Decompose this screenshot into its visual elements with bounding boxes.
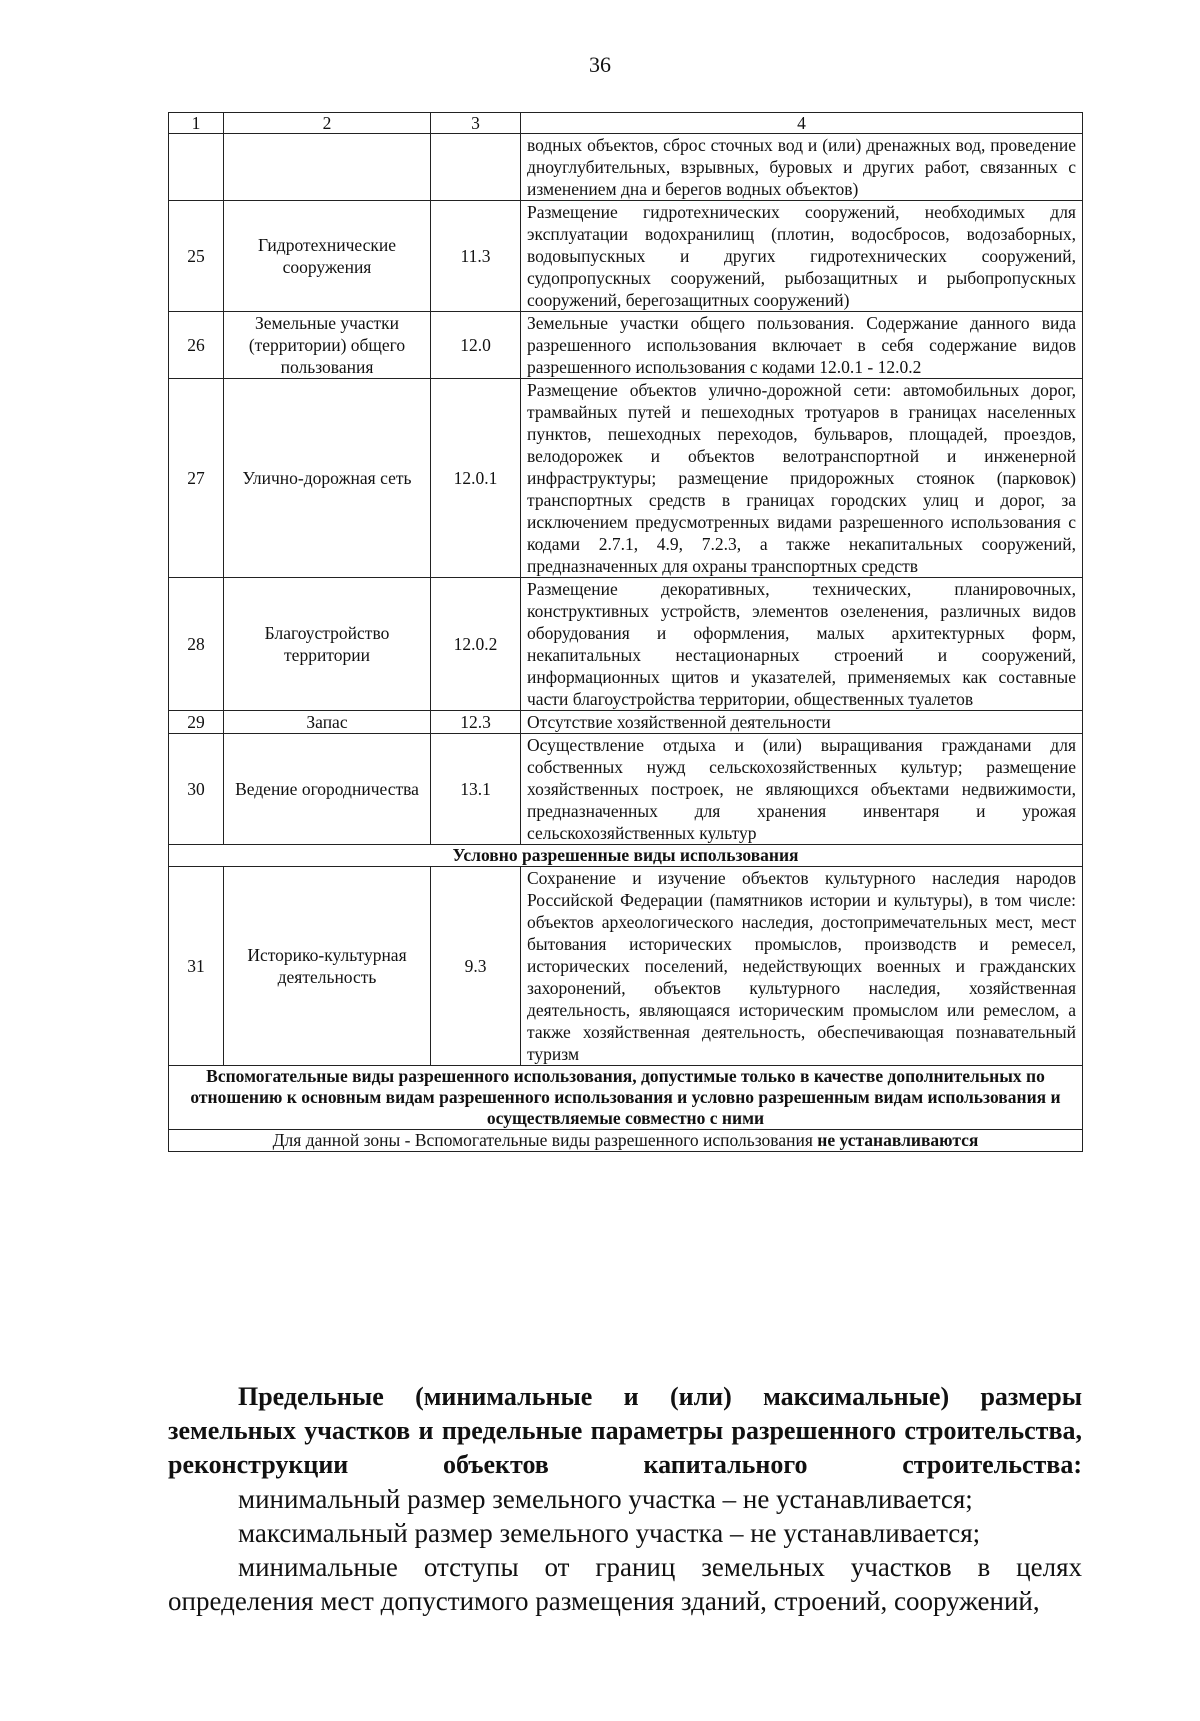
use-description: Земельные участки общего пользования. Содержание данного вида разрешенного использования включает в себя содержание видов разрешенного использования с кодами 12.0.1 - 12.0.2 [521,312,1083,379]
use-code: 12.3 [431,711,521,734]
row-number: 31 [169,867,224,1066]
table-row [169,867,1083,1066]
use-code: 12.0.1 [431,379,521,578]
section-row-auxiliary [169,1066,1083,1130]
land-use-table [168,112,1083,1152]
column-header: 1 [169,113,224,134]
column-header: 4 [521,113,1083,134]
use-code: 13.1 [431,734,521,845]
use-name: Историко-культурная деятельность [224,867,431,1066]
table-row-continuation [169,134,1083,201]
use-name: Ведение огородничества [224,734,431,845]
auxiliary-note [169,1130,1083,1152]
row-number: 29 [169,711,224,734]
section-title-conditional: Условно разрешенные виды использования [169,845,1083,867]
use-code: 11.3 [431,201,521,312]
note-emphasis: не устанавливаются [817,1130,979,1150]
use-description: Размещение объектов улично-дорожной сети: автомобильных дорог, трамвайных путей и пешеходных тротуаров в границах населенных пунктов, пешеходных переходов, бульваров, площадей, проездов, велодорожек и объектов велотранспортной и инженерной инфраструктуры; размещение придорожных стоянок (парковок) транспортных средств в границах городских улиц и дорог, за исключением предусмотренных видами разрешенного использования с кодами 2.7.1, 4.9, 7.2.3, а также некапитальных сооружений, предназначенных для охраны транспортных средств [521,379,1083,578]
table-header-row [169,113,1083,134]
row-number: 28 [169,578,224,711]
use-description: Отсутствие хозяйственной деятельности [521,711,1083,734]
row-number: 26 [169,312,224,379]
parameters-section [168,1380,1082,1618]
table-row [169,711,1083,734]
continuation-description: водных объектов, сброс сточных вод и (или) дренажных вод, проведение дноуглубительных, взрывных, буровых и других работ, связанных с изменением дна и берегов водных объектов) [521,134,1083,201]
use-description: Осуществление отдыха и (или) выращивания гражданами для собственных нужд сельскохозяйственных культур; размещение хозяйственных построек, не являющихся объектами недвижимости, предназначенных для хранения инвентаря и урожая сельскохозяйственных культур [521,734,1083,845]
column-header: 3 [431,113,521,134]
use-description: Размещение декоративных, технических, планировочных, конструктивных устройств, элементов озеленения, различных видов оборудования и оформления, малых архитектурных форм, некапитальных нестационарных строений и сооружений, информационных щитов и указателей, применяемых как составные части благоустройства территории, общественных туалетов [521,578,1083,711]
use-code: 12.0.2 [431,578,521,711]
use-description: Сохранение и изучение объектов культурного наследия народов Российской Федерации (памятников истории и культуры), в том числе: объектов археологического наследия, достопримечательных мест, мест бытования исторических промыслов, производств и ремесел, исторических поселений, недействующих военных и гражданских захоронений, объектов культурного наследия, хозяйственная деятельность, являющаяся историческим промыслом или ремеслом, а также хозяйственная деятельность, обеспечивающая познавательный туризм [521,867,1083,1066]
table-row [169,201,1083,312]
row-number: 27 [169,379,224,578]
table-row [169,312,1083,379]
use-description: Размещение гидротехнических сооружений, необходимых для эксплуатации водохранилищ (плотин, водосбросов, водозаборных, водовыпускных и других гидротехнических сооружений, судопропускных сооружений, рыбозащитных и рыбопропускных сооружений, берегозащитных сооружений) [521,201,1083,312]
paragraph: минимальный размер земельного участка – не устанавливается; [238,1484,973,1514]
use-name: Улично-дорожная сеть [224,379,431,578]
row-number: 25 [169,201,224,312]
section-title-auxiliary: Вспомогательные виды разрешенного использования, допустимые только в качестве дополнительных по отношению к основным видам разрешенного использования и условно разрешенным видам использования и осуществляемые совместно с ними [169,1066,1083,1130]
row-number: 30 [169,734,224,845]
use-name: Земельные участки (территории) общего пользования [224,312,431,379]
use-name: Благоустройство территории [224,578,431,711]
note-prefix: Для данной зоны - Вспомогательные виды разрешенного использования [272,1130,818,1150]
section-row-conditional [169,845,1083,867]
note-row [169,1130,1083,1152]
use-name: Гидротехнические сооружения [224,201,431,312]
page-number: 36 [589,52,611,77]
section-heading: Предельные (минимальные и (или) максимальные) размеры земельных участков и предельные параметры разрешенного строительства, реконструкции объектов капитального строительства: [168,1382,1082,1479]
paragraph: максимальный размер земельного участка – не устанавливается; [238,1518,981,1548]
column-header: 2 [224,113,431,134]
table-row [169,379,1083,578]
use-code: 12.0 [431,312,521,379]
use-code: 9.3 [431,867,521,1066]
table-row [169,734,1083,845]
paragraph: минимальные отступы от границ земельных участков в целях определения мест допустимого размещения зданий, строений, сооружений, [168,1552,1082,1616]
table-row [169,578,1083,711]
use-name: Запас [224,711,431,734]
